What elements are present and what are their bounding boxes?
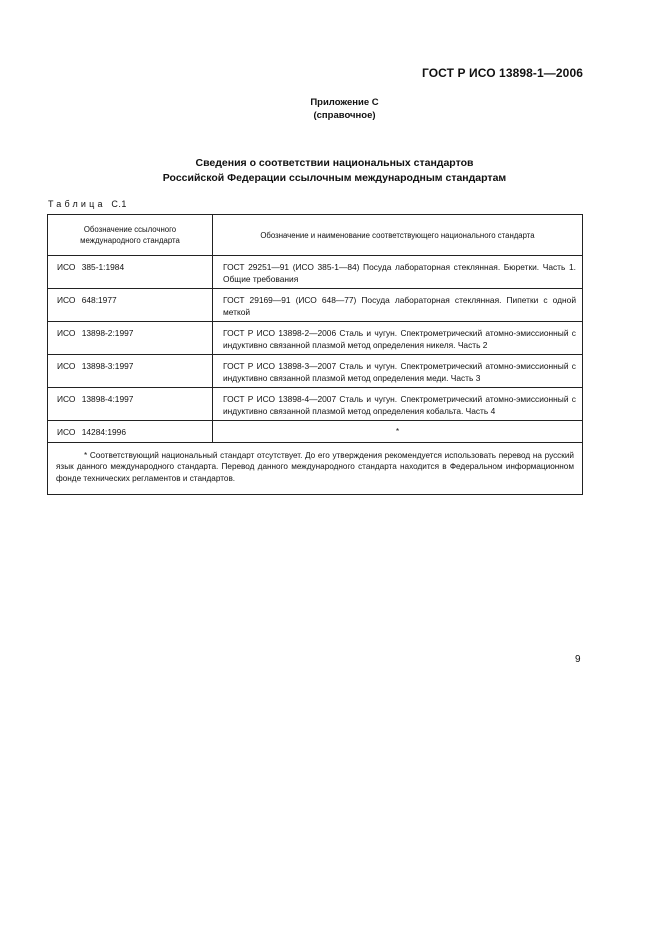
document-code: ГОСТ Р ИСО 13898-1—2006 — [421, 66, 583, 80]
table-label — [48, 199, 127, 209]
ref-standard-cell: ИСО 14284:1996 — [48, 421, 213, 443]
ref-standard-cell: ИСО 385-1:1984 — [48, 256, 213, 289]
table-row — [48, 289, 583, 322]
section-title-line-1: Сведения о соответствии национальных стандартов — [195, 157, 474, 169]
standards-table — [47, 214, 583, 495]
table-footnote-cell — [48, 442, 583, 495]
table-footnote-row — [48, 442, 583, 495]
section-title — [0, 156, 661, 186]
ref-standard-cell: ИСО 13898-4:1997 — [48, 388, 213, 421]
appendix-title: Приложение С — [310, 97, 379, 108]
table-label-word: Таблица — [48, 199, 106, 209]
national-standard-cell: ГОСТ Р ИСО 13898-3—2007 Сталь и чугун. Спектрометрический атомно-эмиссионный с индуктивно связанной плазмой метод определения меди. Часть 3 — [213, 355, 583, 388]
header-national-standard: Обозначение и наименование соответствующего национального стандарта — [213, 215, 583, 256]
table-row — [48, 256, 583, 289]
ref-standard-cell: ИСО 13898-2:1997 — [48, 322, 213, 355]
national-standard-cell: ГОСТ Р ИСО 13898-2—2006 Сталь и чугун. Спектрометрический атомно-эмиссионный с индуктивно связанной плазмой метод определения никеля. Часть 2 — [213, 322, 583, 355]
national-standard-cell: ГОСТ 29251—91 (ИСО 385-1—84) Посуда лабораторная стеклянная. Бюретки. Часть 1. Общие требования — [213, 256, 583, 289]
ref-standard-cell: ИСО 648:1977 — [48, 289, 213, 322]
header-ref-standard: Обозначение ссылочного международного стандарта — [48, 215, 213, 256]
ref-standard-cell: ИСО 13898-3:1997 — [48, 355, 213, 388]
table-row — [48, 388, 583, 421]
table-row — [48, 421, 583, 443]
page-number: 9 — [575, 654, 581, 665]
table-row — [48, 322, 583, 355]
table-number: С.1 — [111, 199, 127, 209]
table-header-row — [48, 215, 583, 256]
national-standard-cell: * — [213, 421, 583, 443]
section-title-line-2: Российской Федерации ссылочным международным стандартам — [162, 172, 507, 184]
appendix-subtitle: (справочное) — [313, 110, 376, 121]
national-standard-cell: ГОСТ 29169—91 (ИСО 648—77) Посуда лабораторная стеклянная. Пипетки с одной меткой — [213, 289, 583, 322]
appendix-heading — [0, 96, 661, 122]
table-row — [48, 355, 583, 388]
table-footnote: * Соответствующий национальный стандарт отсутствует. До его утверждения рекомендуется использовать перевод на русский язык данного международного стандарта. Перевод данного международного стандарта находится в Федеральном информационном фонде технических регламентов и стандартов. — [56, 450, 574, 483]
national-standard-cell: ГОСТ Р ИСО 13898-4—2007 Сталь и чугун. Спектрометрический атомно-эмиссионный с индуктивно связанной плазмой метод определения кобальта. Часть 4 — [213, 388, 583, 421]
